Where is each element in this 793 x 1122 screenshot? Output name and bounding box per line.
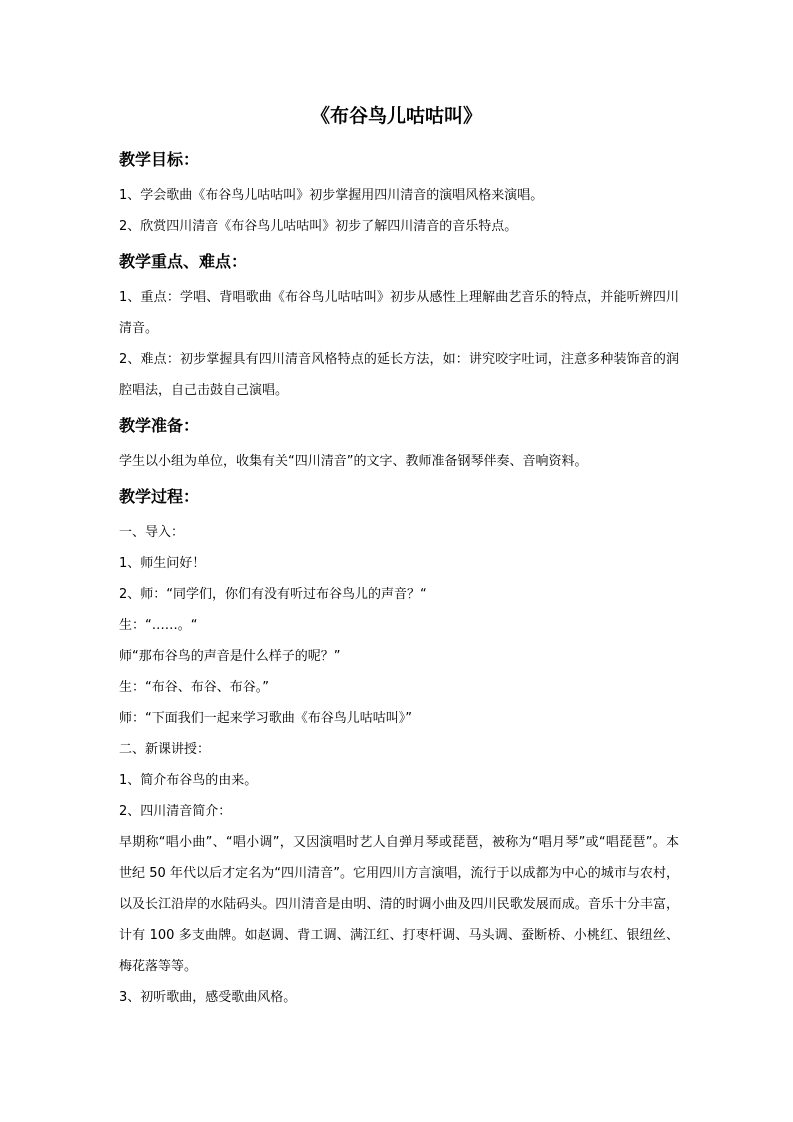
document-title: 《布谷鸟儿咕咕叫》 [310,105,482,127]
paragraph: 1、简介布谷鸟的由来。 [119,773,258,788]
paragraph: 2、师：“同学们，你们有没有听过布谷鸟儿的声音？“ [119,587,427,602]
paragraph: 一、导入： [119,525,185,540]
paragraph: 3、初听歌曲，感受歌曲风格。 [119,990,297,1005]
paragraph: 学生以小组为单位，收集有关“四川清音”的文字、教师准备钢琴伴奏、音响资料。 [119,454,588,469]
document-body [119,140,679,1013]
paragraph: 生：“……。“ [119,618,198,633]
paragraph: 2、难点：初步掌握具有四川清音风格特点的延长方法，如：讲究咬字吐词，注意多种装饰音的润腔唱法，自己击鼓自己演唱。 [119,352,679,398]
section-heading-preparation: 教学准备： [119,416,200,435]
section-heading-process: 教学过程： [119,487,200,506]
section-heading-objectives: 教学目标： [119,150,200,169]
paragraph: 早期称“唱小曲”、“唱小调”，又因演唱时艺人自弹月琴或琵琶，被称为“唱月琴”或“唱琵琶”。本世纪 50 年代以后才定名为“四川清音”。它用四川方言演唱，流行于以成都为中心的城市与农村，以及长江沿岸的水陆码头。四川清音是由明、清的时调小曲及四川民歌发展而成。音乐十分丰富，计有 100 多支曲牌。如赵调、背工调、满江红、打枣杆调、马头调、蚕断桥、小桃红、银纽丝、梅花落等等。 [119,835,679,974]
paragraph: 1、师生问好！ [119,556,206,571]
paragraph: 1、重点：学唱、背唱歌曲《布谷鸟儿咕咕叫》初步从感性上理解曲艺音乐的特点，并能听辨四川清音。 [119,290,679,336]
paragraph: 生：“布谷、布谷、布谷。” [119,680,269,695]
paragraph: 师“那布谷鸟的声音是什么样子的呢？” [119,649,341,664]
paragraph: 1、学会歌曲《布谷鸟儿咕咕叫》初步掌握用四川清音的演唱风格来演唱。 [119,188,544,203]
paragraph: 二、新课讲授： [119,742,211,757]
paragraph: 2、欣赏四川清音《布谷鸟儿咕咕叫》初步了解四川清音的音乐特点。 [119,219,518,234]
paragraph: 2、四川清音简介： [119,804,232,819]
section-heading-key-points: 教学重点、难点： [119,252,248,271]
paragraph: 师：“下面我们一起来学习歌曲《布谷鸟儿咕咕叫》” [119,711,412,726]
